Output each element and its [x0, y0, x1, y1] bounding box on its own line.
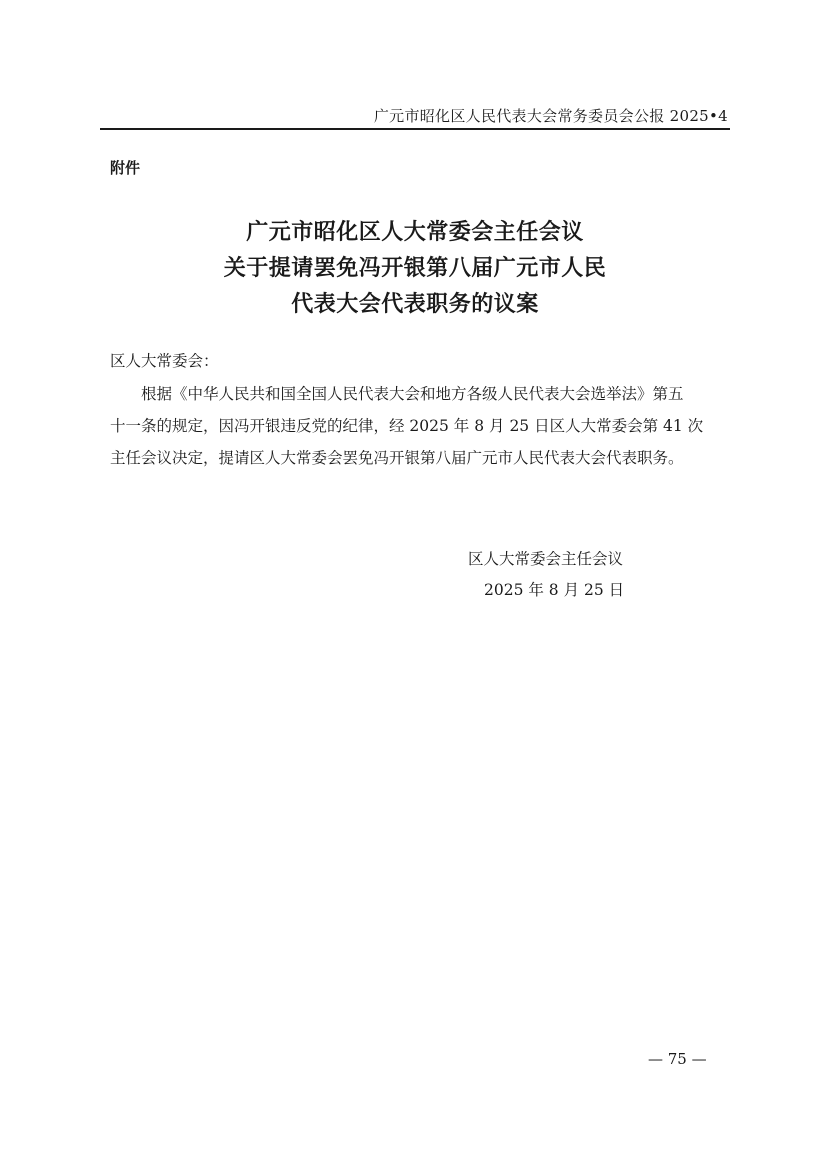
body-line-1: 根据《中华人民共和国全国人民代表大会和地方各级人民代表大会选举法》第五 — [141, 385, 684, 403]
body-paragraph — [110, 378, 722, 474]
title-line-1: 广元市昭化区人大常委会主任会议 — [246, 219, 584, 245]
header-title: 广元市昭化区人民代表大会常务委员会公报 2025•4 — [373, 107, 728, 125]
signature-organization: 区人大常委会主任会议 — [468, 550, 624, 568]
body-line-3: 主任会议决定，提请区人大常委会罢免冯开银第八届广元市人民代表大会代表职务。 — [110, 449, 684, 467]
page-number: — 75 — — [648, 1050, 707, 1068]
attachment-label: 附件 — [110, 159, 141, 177]
title-line-3: 代表大会代表职务的议案 — [291, 291, 539, 317]
salutation: 区人大常委会： — [110, 352, 219, 370]
page-header — [100, 104, 730, 130]
document-title — [100, 214, 730, 322]
body-line-2: 十一条的规定，因冯开银违反党的纪律，经 2025 年 8 月 25 日区人大常委会第 41 次 — [110, 417, 704, 435]
signature-date: 2025 年 8 月 25 日 — [484, 581, 625, 599]
title-line-2: 关于提请罢免冯开银第八届广元市人民 — [223, 255, 607, 281]
